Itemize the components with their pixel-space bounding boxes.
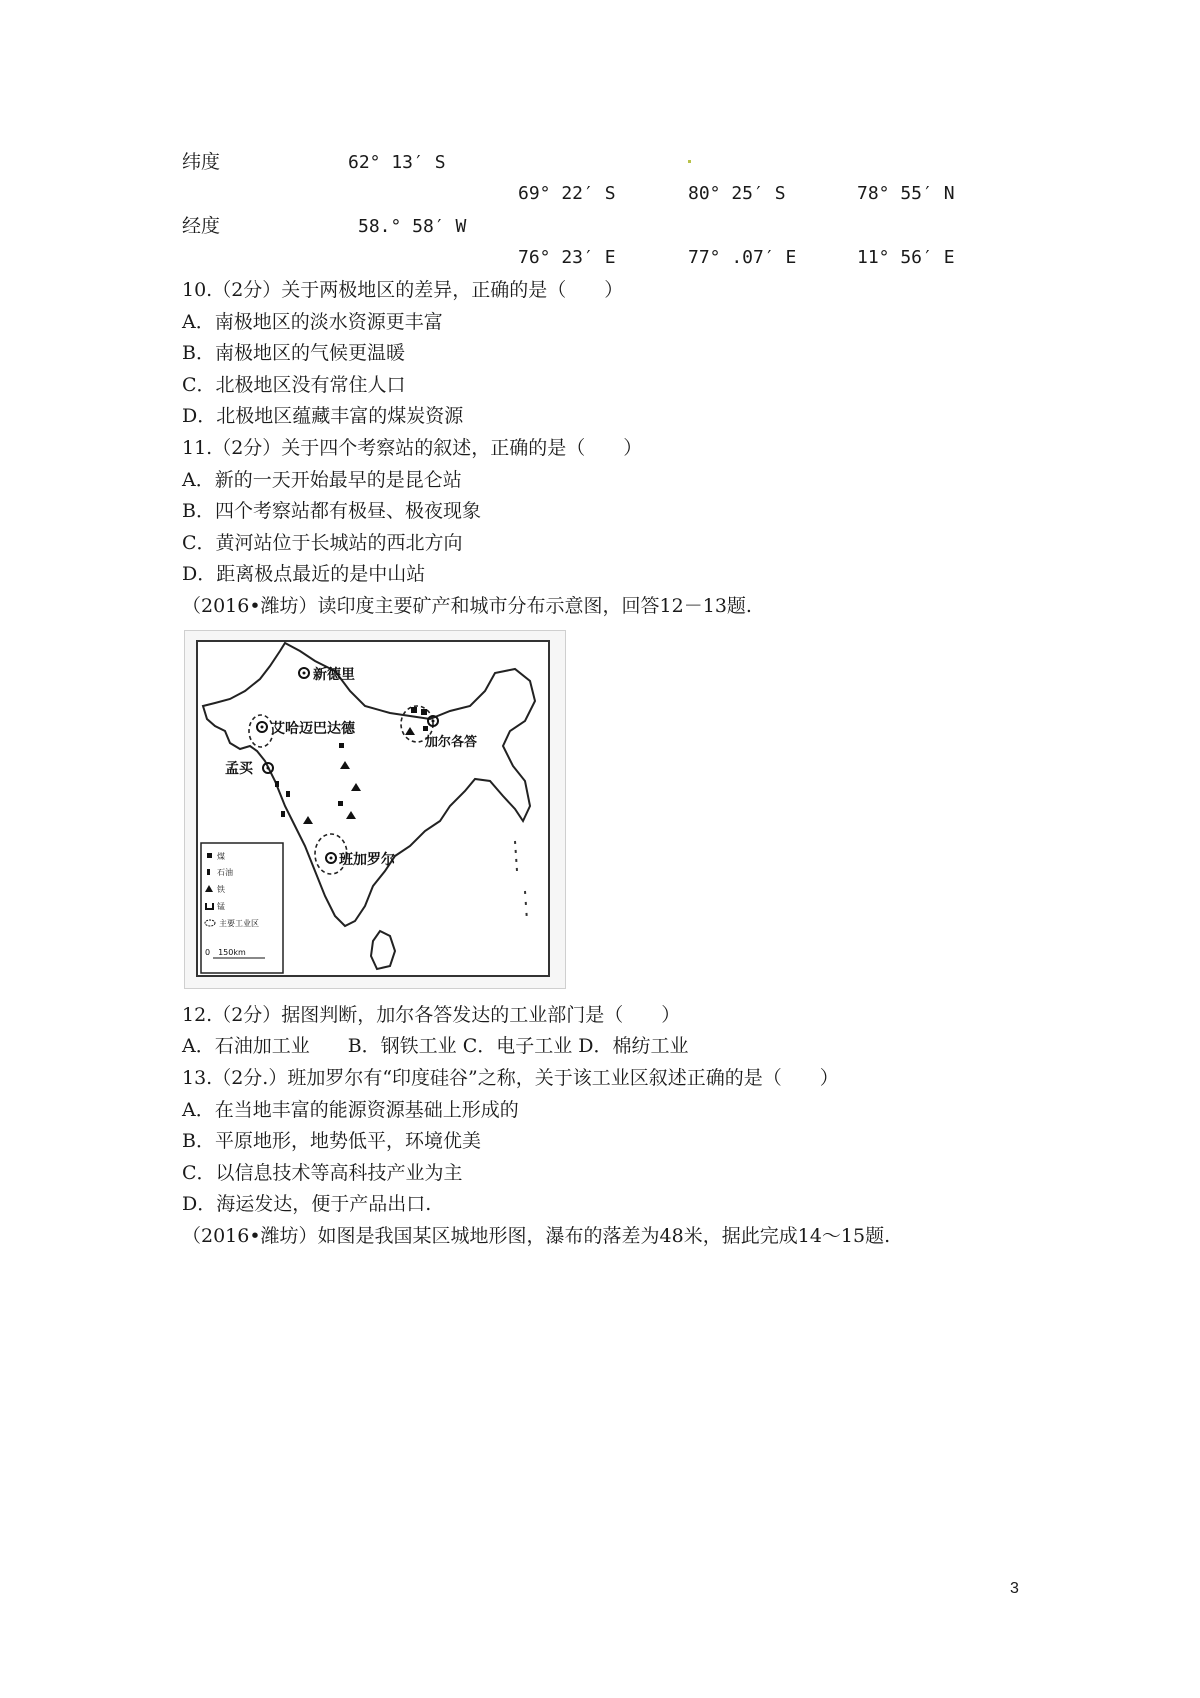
svg-text:煤: 煤 xyxy=(217,852,225,861)
svg-text:石油: 石油 xyxy=(217,868,233,877)
lat-value: 69° 22′ S xyxy=(518,183,616,204)
oil-symbol xyxy=(286,791,290,797)
lon-value: 77° .07′ E xyxy=(688,247,797,268)
question-10-option-a: A．南极地区的淡水资源更丰富 xyxy=(182,311,443,333)
question-11-option-c: C．黄河站位于长城站的西北方向 xyxy=(182,532,463,554)
question-11-option-d: D．距离极点最近的是中山站 xyxy=(182,563,426,585)
coal-symbol xyxy=(338,801,343,806)
question-12-stem: 12.（2分）据图判断，加尔各答发达的工业部门是（ ） xyxy=(182,1004,681,1026)
city-label: 孟买 xyxy=(225,761,253,777)
coal-symbol xyxy=(423,726,428,731)
coal-symbol xyxy=(411,707,417,713)
svg-text:主要工业区: 主要工业区 xyxy=(219,919,259,928)
question-10-option-c: C．北极地区没有常住人口 xyxy=(182,374,406,396)
question-11-option-a: A．新的一天开始最早的是昆仑站 xyxy=(182,469,462,491)
question-13-stem: 13.（2分.）班加罗尔有“印度硅谷”之称，关于该工业区叙述正确的是（ ） xyxy=(182,1067,839,1089)
question-11-option-b: B．四个考察站都有极昼、极夜现象 xyxy=(182,500,481,522)
question-13-option-d: D．海运发达，便于产品出口. xyxy=(182,1193,432,1215)
coal-symbol xyxy=(339,743,344,748)
lon-label: 经度 xyxy=(182,215,221,237)
question-13-option-c: C．以信息技术等高科技产业为主 xyxy=(182,1162,463,1184)
city-label: 加尔各答 xyxy=(425,735,478,750)
lat-value: 80° 25′ S xyxy=(688,183,786,204)
question-10-stem: 10.（2分）关于两极地区的差异，正确的是（ ） xyxy=(182,279,624,301)
question-10-option-b: B．南极地区的气候更温暖 xyxy=(182,342,405,364)
question-11-stem: 11.（2分）关于四个考察站的叙述，正确的是（ ） xyxy=(182,437,643,459)
city-label: 新德里 xyxy=(313,667,355,683)
lon-value: 76° 23′ E xyxy=(518,247,616,268)
question-13-option-a: A．在当地丰富的能源资源基础上形成的 xyxy=(182,1099,519,1121)
scan-speck xyxy=(688,160,691,163)
coal-symbol xyxy=(421,709,427,715)
scale-label: 0 150km xyxy=(205,948,246,957)
page-number: 3 xyxy=(1010,1580,1019,1597)
svg-text:锰: 锰 xyxy=(217,902,225,911)
lat-value: 62° 13′ S xyxy=(348,152,446,173)
question-10-option-d: D．北极地区蕴藏丰富的煤炭资源 xyxy=(182,405,464,427)
question-13-option-b: B．平原地形，地势低平，环境优美 xyxy=(182,1130,481,1152)
oil-symbol xyxy=(281,811,285,817)
oil-symbol xyxy=(275,781,279,787)
city-label: 艾哈迈巴达德 xyxy=(271,721,355,737)
intro-12-13: （2016•潍坊）读印度主要矿产和城市分布示意图，回答12－13题. xyxy=(182,595,752,617)
question-12-options: A．石油加工业 B．钢铁工业 C．电子工业 D．棉纺工业 xyxy=(182,1035,689,1057)
city-label: 班加罗尔 xyxy=(339,852,395,868)
lat-label: 纬度 xyxy=(182,151,221,173)
lat-value: 78° 55′ N xyxy=(857,183,955,204)
intro-14-15: （2016•潍坊）如图是我国某区城地形图，瀑布的落差为48米，据此完成14～15题. xyxy=(182,1225,891,1247)
lon-value: 11° 56′ E xyxy=(857,247,955,268)
svg-text:铁: 铁 xyxy=(217,885,225,894)
india-map xyxy=(184,630,566,989)
lon-value: 58.° 58′ W xyxy=(358,216,467,237)
